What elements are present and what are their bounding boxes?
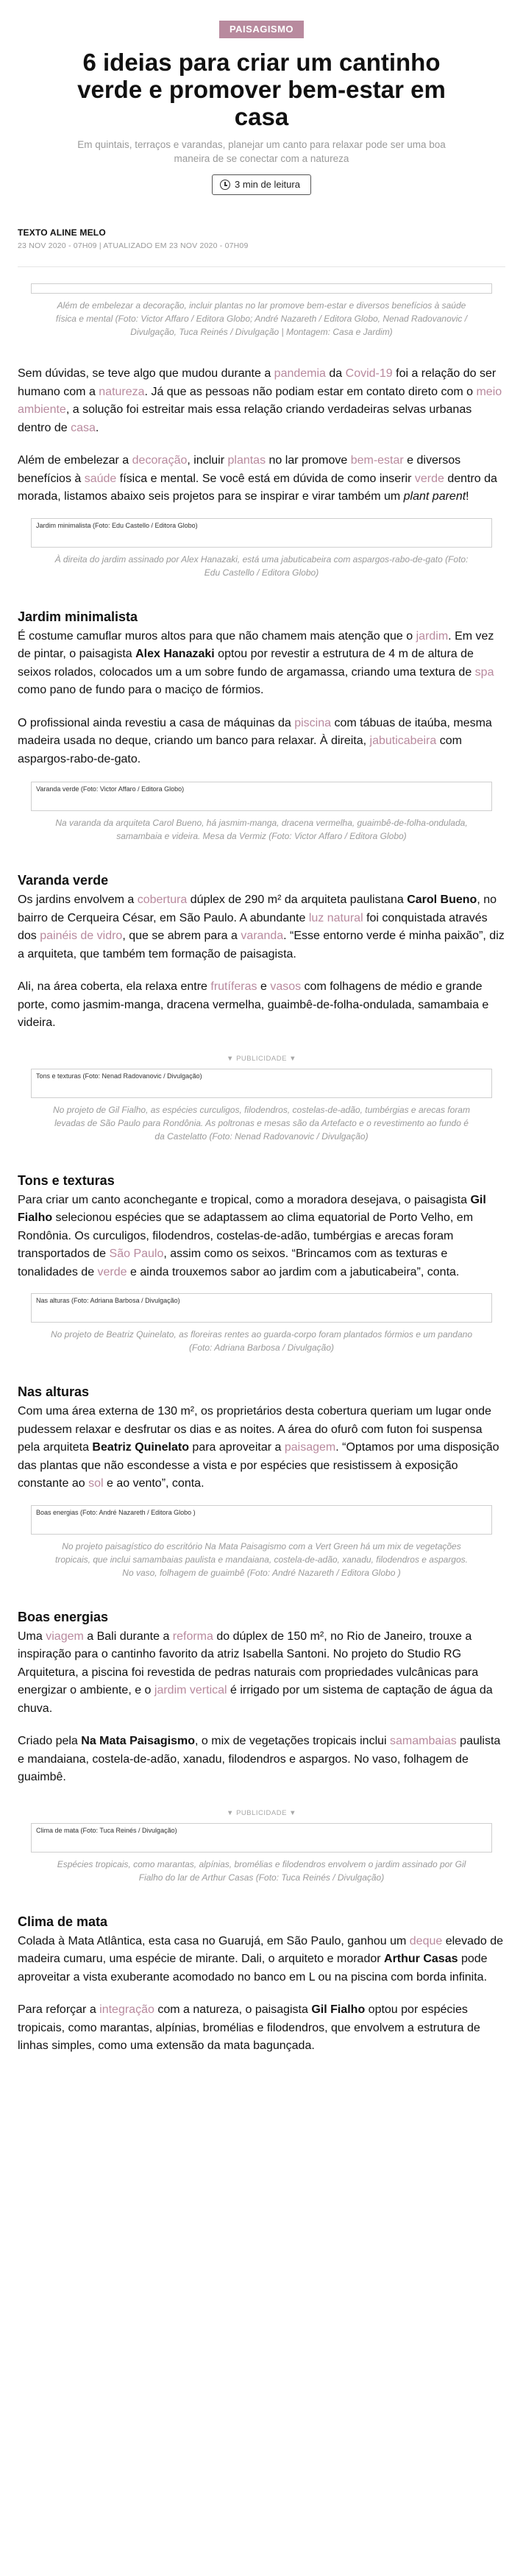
keyword-link[interactable]: meio ambiente (18, 385, 502, 416)
keyword-link[interactable]: jardim vertical (154, 1684, 227, 1696)
gallery-caption: Além de embelezar a decoração, incluir plantas no lar promove bem-estar e diversos benefícios à saúde física e mental (Foto: Victor Affaro / Editora Globo; André Nazareth / Editora Globo, Nenad Radovanovic / Divulgação, Tuca Reinés / Divulgação | Montagem: Casa e Jardim) (55, 300, 468, 337)
bold-name: Carol Bueno (407, 894, 477, 906)
keyword-link[interactable]: natureza (99, 385, 145, 398)
section-heading-varanda-verde: Varanda verde (18, 873, 109, 888)
keyword-link[interactable]: luz natural (308, 911, 363, 924)
section-paragraph: Para criar um canto aconchegante e tropical, como a moradora desejava, o paisagista Gil Fialho selecionou espécies que se adaptassem ao clima equatorial de Porto Velho, em Rondônia. Os curculigos, filodendros, costelas-de-adão, tumbérgias e arecas foram transportados de São Paulo, assim como os seixos. “Brincamos com as texturas e tonalidades de verde e ainda trouxemos sabor ao jardim com a jabuticabeira”, conta. (18, 1193, 486, 1278)
image-caption: No projeto de Gil Fialho, as espécies curculigos, filodendros, costelas-de-adão, tumbérgias e arecas foram levadas de São Paulo para Rondônia. As poltronas e mesas são da Artefacto e o revestimento ao fundo é da Castelatto (Foto: Nenad Radovanovic / Divulgação) (53, 1104, 470, 1142)
article-title: 6 ideias para criar um cantinho verde e promover bem-estar em casa (77, 49, 446, 130)
image-label: Varanda verde (Foto: Victor Affaro / Editora Globo) (36, 785, 185, 793)
image-caption: No projeto de Beatriz Quinelato, as floreiras rentes ao guarda-corpo foram plantados fórmios e um pandano (Foto: Adriana Barbosa / Divulgação) (51, 1329, 472, 1353)
image-label: Jardim minimalista (Foto: Edu Castello / Editora Globo) (36, 521, 198, 529)
clock-icon (220, 180, 230, 190)
bold-name: Gil Fialho (311, 2003, 366, 2016)
keyword-link[interactable]: vasos (270, 980, 302, 993)
keyword-link[interactable]: varanda (241, 930, 284, 942)
intro-paragraph: Sem dúvidas, se teve algo que mudou durante a pandemia da Covid-19 foi a relação do ser humano com a natureza. Já que as pessoas não podiam estar em contato direto com o meio ambiente, a solução foi estreitar mais essa relação criando verdadeiras selvas urbanas dentro de casa. (18, 367, 502, 434)
article-subtitle: Em quintais, terraços e varandas, planejar um canto para relaxar pode ser uma boa maneira de se conectar com a natureza (77, 139, 446, 164)
image-nas-alturas[interactable] (31, 1293, 492, 1323)
image-caption: À direita do jardim assinado por Alex Hanazaki, está uma jabuticabeira com aspargos-rabo-de-gato (Foto: Edu Castello / Editora Globo) (54, 553, 469, 578)
image-clima-de-mata[interactable] (31, 1823, 492, 1853)
gallery-image[interactable] (31, 283, 492, 294)
keyword-link[interactable]: frutíferas (210, 980, 257, 993)
keyword-link[interactable]: decoração (132, 454, 188, 467)
section-heading-boas-energias: Boas energias (18, 1609, 109, 1624)
keyword-link[interactable]: pandemia (274, 367, 326, 380)
section-paragraph: Os jardins envolvem a cobertura dúplex de 290 m² da arquiteta paulistana Carol Bueno, no bairro de Cerqueira César, em São Paulo. A abundante luz natural foi conquistada através dos painéis de vidro, que se abrem para a varanda. “Esse entorno verde é minha paixão”, diz a arquiteta, que também tem formação de paisagista. (18, 894, 505, 960)
image-label: Clima de mata (Foto: Tuca Reinés / Divulgação) (36, 1826, 177, 1834)
section-paragraph: O profissional ainda revestiu a casa de máquinas da piscina com tábuas de itaúba, mesma madeira usada no deque, criando um banco para relaxar. À direita, jabuticabeira com aspargos-rabo-de-gato. (18, 716, 492, 765)
image-label: Nas alturas (Foto: Adriana Barbosa / Divulgação) (36, 1297, 180, 1304)
keyword-link[interactable]: verde (414, 472, 444, 485)
image-varanda-verde[interactable] (31, 782, 492, 811)
bold-name: Na Mata Paisagismo (81, 1735, 196, 1747)
section-heading-clima-de-mata: Clima de mata (18, 1914, 108, 1929)
keyword-link[interactable]: spa (474, 665, 494, 679)
keyword-link[interactable]: bem-estar (350, 454, 404, 467)
keyword-link[interactable]: cobertura (137, 894, 188, 906)
keyword-link[interactable]: saúde (84, 472, 117, 485)
category-tag[interactable]: PAISAGISMO (219, 21, 304, 38)
keyword-link[interactable]: plantas (227, 454, 266, 467)
image-boas-energias[interactable] (31, 1505, 492, 1535)
read-time-label: 3 min de leitura (235, 179, 300, 190)
intro-paragraph-2: Além de embelezar a decoração, incluir plantas no lar promove bem-estar e diversos benefícios à saúde física e mental. Se você está em dúvida de como inserir verde dentro da morada, listamos abaixo seis projetos para se inspirar e virar também um plant parent! (18, 454, 497, 503)
italic-text: plant parent (403, 490, 466, 503)
section-heading-jardim-minimalista: Jardim minimalista (18, 609, 138, 624)
image-jardim-minimalista[interactable] (31, 518, 492, 548)
image-label: Boas energias (Foto: André Nazareth / Editora Globo ) (36, 1508, 196, 1516)
bold-name: Alex Hanazaki (135, 648, 215, 660)
keyword-link[interactable]: piscina (294, 716, 332, 729)
section-paragraph: Com uma área externa de 130 m², os proprietários desta cobertura queriam um lugar onde pudessem relaxar e desfrutar os dias e as noites. A área do ofurô com futon foi suspensa pela arquiteta Beatriz Quinelato para aproveitar a paisagem. “Optamos por uma disposição das plantas que não escondesse a vista e por espécies que resistissem à exposição constante ao sol e ao vento”, conta. (18, 1405, 499, 1490)
read-time-badge (212, 174, 311, 195)
keyword-link[interactable]: paisagem (284, 1441, 336, 1454)
image-caption: Na varanda da arquiteta Carol Bueno, há jasmim-manga, dracena vermelha, guaimbê-de-folha-ondulada, samambaia e videira. Mesa da Vermiz (Foto: Victor Affaro / Editora Globo) (55, 818, 468, 841)
article-header (18, 0, 505, 195)
bold-name: Beatriz Quinelato (92, 1441, 189, 1454)
keyword-link[interactable]: reforma (172, 1630, 213, 1643)
bold-name: Arthur Casas (384, 1953, 458, 1965)
keyword-link[interactable]: São Paulo (109, 1248, 164, 1260)
section-paragraph: É costume camuflar muros altos para que não chamem mais atenção que o jardim. Em vez de pintar, o paisagista Alex Hanazaki optou por revestir a estrutura de 4 m de altura de seixos rolados, colocados um a um sobre fundo de argamassa, criando uma textura de spa como pano de fundo para o maciço de fórmios. (18, 629, 494, 696)
author-name: TEXTO ALINE MELO (18, 227, 106, 238)
keyword-link[interactable]: painéis de vidro (40, 930, 123, 942)
section-paragraph: Colada à Mata Atlântica, esta casa no Guarujá, em São Paulo, ganhou um deque elevado de madeira cumaru, uma espécie de mirante. Dali, o arquiteto e morador Arthur Casas pode aproveitar a vista exuberante acomodado no banco em L ou na piscina com borda infinita. (18, 1934, 504, 1984)
keyword-link[interactable]: integração (99, 2003, 154, 2016)
section-heading-tons-e-texturas: Tons e texturas (18, 1172, 115, 1188)
divider (18, 266, 505, 267)
keyword-link[interactable]: sol (88, 1477, 104, 1490)
section-paragraph: Para reforçar a integração com a natureza, o paisagista Gil Fialho optou por espécies tropicais, como marantas, alpínias, bromélias e filodendros, que envolvem a estrutura de linhas simples, como uma extensão da mata bagunçada. (18, 2003, 480, 2052)
keyword-link[interactable]: viagem (46, 1630, 84, 1643)
keyword-link[interactable]: jardim (416, 629, 449, 643)
keyword-link[interactable]: jabuticabeira (369, 735, 437, 747)
keyword-link[interactable]: casa (71, 421, 96, 434)
section-heading-nas-alturas: Nas alturas (18, 1384, 90, 1399)
byline (18, 227, 505, 250)
ad-label: ▼ PUBLICIDADE ▼ (227, 1808, 296, 1817)
section-paragraph: Uma viagem a Bali durante a reforma do dúplex de 150 m², no Rio de Janeiro, trouxe a inspiração para o cantinho favorito da atriz Isabella Santoni. No projeto do Studio RG Arquitetura, a piscina foi revestida de pedras naturais com propriedades vulcânicas para energizar o ambiente, e o jardim vertical é irrigado por um sistema de captação de água da chuva. (18, 1630, 493, 1715)
keyword-link[interactable]: deque (409, 1934, 443, 1947)
section-paragraph: Criado pela Na Mata Paisagismo, o mix de vegetações tropicais inclui samambaias paulista e mandaiana, costela-de-adão, xanadu, filodendros e aspargos. No vaso, folhagem de guaimbê. (18, 1735, 501, 1783)
section-paragraph: Ali, na área coberta, ela relaxa entre frutíferas e vasos com folhagens de médio e grande porte, como jasmim-manga, dracena vermelha, guaimbê-de-folha-ondulada, samambaia e videira. (18, 980, 489, 1029)
image-caption: No projeto paisagístico do escritório Na Mata Paisagismo com a Vert Green há um mix de vegetações tropicais, que inclui samambaias paulista e mandaiana, costela-de-adão, xanadu, filodendros e aspargos. No vaso, folhagem de guaimbê (Foto: André Nazareth / Editora Globo ) (54, 1540, 468, 1578)
keyword-link[interactable]: Covid-19 (345, 367, 393, 380)
ad-label: ▼ PUBLICIDADE ▼ (227, 1054, 296, 1063)
image-label: Tons e texturas (Foto: Nenad Radovanovic / Divulgação) (36, 1072, 202, 1080)
publish-dates: 23 NOV 2020 - 07H09 | ATUALIZADO EM 23 NOV 2020 - 07H09 (18, 241, 249, 250)
bold-name: Gil Fialho (18, 1193, 486, 1224)
image-tons-e-texturas[interactable] (31, 1069, 492, 1098)
keyword-link[interactable]: samambaias (390, 1735, 457, 1747)
image-caption: Espécies tropicais, como marantas, alpínias, bromélias e filodendros envolvem o jardim assinado por Gil Fialho do lar de Arthur Casas (Foto: Tuca Reinés / Divulgação) (57, 1858, 466, 1883)
keyword-link[interactable]: verde (97, 1265, 127, 1278)
